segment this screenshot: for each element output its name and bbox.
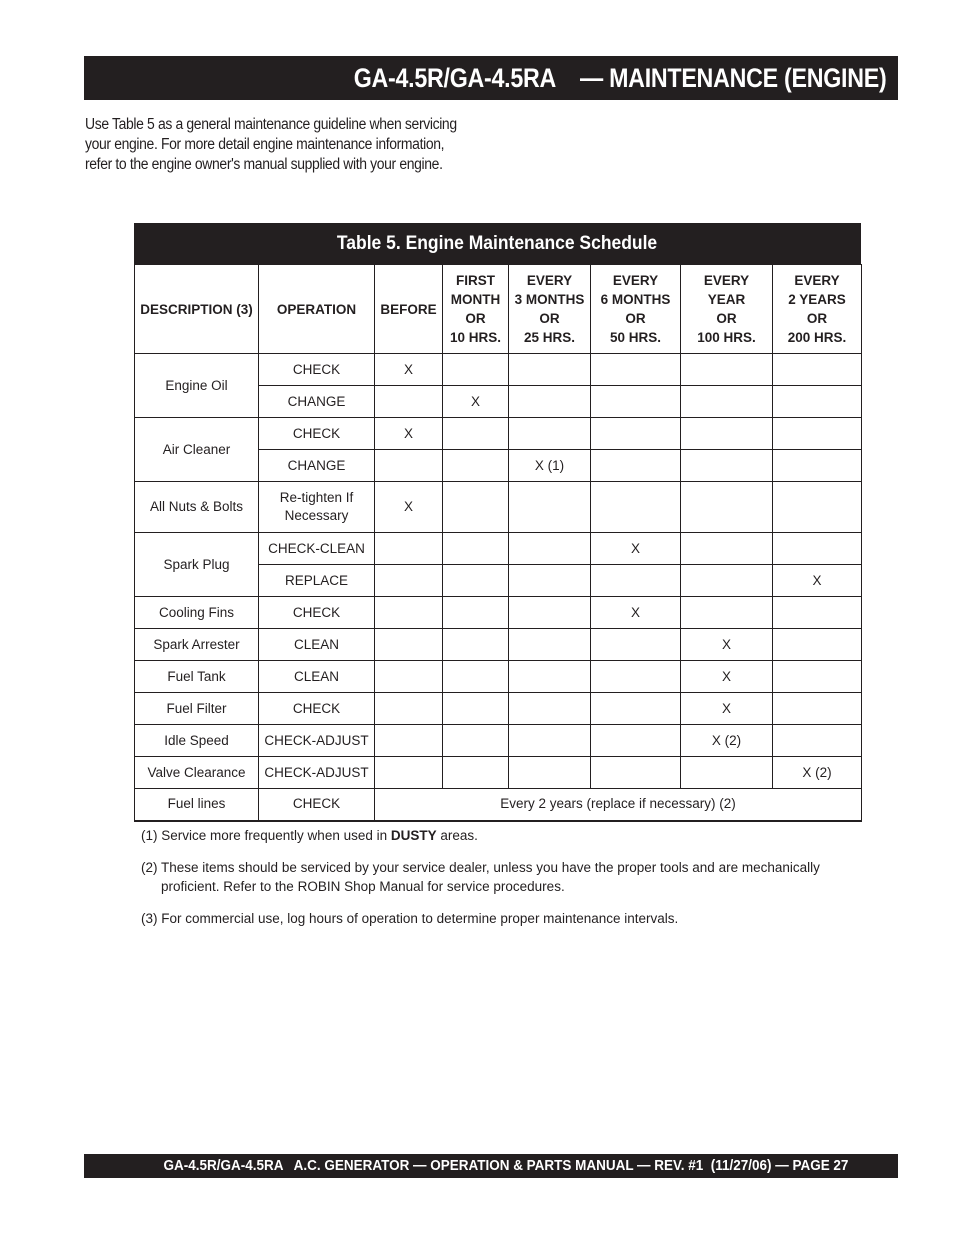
col-header-description: DESCRIPTION (3) xyxy=(135,265,259,354)
table-row xyxy=(135,661,862,693)
table-cell xyxy=(773,597,862,629)
table-row xyxy=(135,354,862,386)
note-1: (1) Service more frequently when used in DUSTY areas. xyxy=(141,828,478,843)
operation-cell: CLEAN xyxy=(259,661,375,693)
table-cell xyxy=(591,693,681,725)
table-cell xyxy=(591,450,681,482)
table-cell xyxy=(375,565,443,597)
col-header-year: EVERY YEAR OR 100 HRS. xyxy=(681,265,773,354)
table-cell xyxy=(681,565,773,597)
table-cell xyxy=(375,725,443,757)
intro-line: your engine. For more detail engine maintenance information, xyxy=(85,136,445,153)
table-cell xyxy=(509,693,591,725)
table-row xyxy=(135,693,862,725)
table-cell: X xyxy=(773,565,862,597)
table-cell xyxy=(681,386,773,418)
col-header-3-months: EVERY 3 MONTHS OR 25 HRS. xyxy=(509,265,591,354)
table-cell xyxy=(591,757,681,789)
table-cell xyxy=(681,418,773,450)
col-header-6-months: EVERY 6 MONTHS OR 50 HRS. xyxy=(591,265,681,354)
table-cell xyxy=(773,661,862,693)
table-cell xyxy=(375,693,443,725)
table-row xyxy=(135,482,862,533)
table-cell xyxy=(509,533,591,565)
table-cell xyxy=(509,629,591,661)
table-cell xyxy=(375,533,443,565)
maintenance-table xyxy=(134,223,861,822)
operation-cell: CHECK xyxy=(259,418,375,450)
table-row xyxy=(135,533,862,565)
table-cell: X xyxy=(375,482,443,533)
table-row xyxy=(135,789,862,821)
table-cell xyxy=(681,482,773,533)
table-cell xyxy=(681,757,773,789)
table-cell xyxy=(681,597,773,629)
operation-cell: Re-tighten If Necessary xyxy=(259,482,375,533)
table-cell xyxy=(443,661,509,693)
table-row xyxy=(135,418,862,450)
page-title-bar xyxy=(84,56,898,100)
col-header-operation: OPERATION xyxy=(259,265,375,354)
table-cell xyxy=(509,418,591,450)
table-cell xyxy=(375,386,443,418)
table-cell xyxy=(773,725,862,757)
description-cell: Spark Arrester xyxy=(135,629,259,661)
table-cell xyxy=(773,629,862,661)
operation-cell: CHECK xyxy=(259,693,375,725)
page-title: GA-4.5R/GA-4.5RA — MAINTENANCE (ENGINE) xyxy=(353,62,886,93)
maintenance-schedule-table xyxy=(134,264,862,822)
footer-text: GA-4.5R/GA-4.5RA A.C. GENERATOR — OPERATION & PARTS MANUAL — REV. #1 (11/27/06) — PAGE 27 xyxy=(163,1158,848,1174)
table-cell xyxy=(773,693,862,725)
table-cell: X xyxy=(375,418,443,450)
description-cell: All Nuts & Bolts xyxy=(135,482,259,533)
operation-cell: CHECK xyxy=(259,597,375,629)
table-row xyxy=(135,629,862,661)
table-cell: X (1) xyxy=(509,450,591,482)
table-cell xyxy=(681,354,773,386)
fuel-lines-span-cell: Every 2 years (replace if necessary) (2) xyxy=(375,789,862,821)
table-cell: X xyxy=(591,597,681,629)
table-cell xyxy=(591,565,681,597)
page-footer xyxy=(84,1154,898,1178)
table-cell xyxy=(443,354,509,386)
table-cell: X xyxy=(375,354,443,386)
description-cell: Idle Speed xyxy=(135,725,259,757)
header-row xyxy=(135,265,862,354)
col-header-first-month: FIRST MONTH OR 10 HRS. xyxy=(443,265,509,354)
table-cell xyxy=(509,757,591,789)
operation-cell: CLEAN xyxy=(259,629,375,661)
operation-cell: CHECK xyxy=(259,789,375,821)
operation-cell: CHANGE xyxy=(259,386,375,418)
table-cell xyxy=(443,450,509,482)
table-cell xyxy=(591,661,681,693)
table-cell xyxy=(443,565,509,597)
operation-cell: CHANGE xyxy=(259,450,375,482)
intro-line: Use Table 5 as a general maintenance guideline when servicing xyxy=(85,116,457,133)
description-cell: Valve Clearance xyxy=(135,757,259,789)
table-cell xyxy=(591,482,681,533)
table-cell xyxy=(591,725,681,757)
table-cell xyxy=(509,661,591,693)
intro-paragraph xyxy=(85,115,508,175)
table-cell xyxy=(443,418,509,450)
col-header-2-years: EVERY 2 YEARS OR 200 HRS. xyxy=(773,265,862,354)
table-cell xyxy=(443,482,509,533)
operation-cell: CHECK-ADJUST xyxy=(259,725,375,757)
intro-line: refer to the engine owner's manual supplied with your engine. xyxy=(85,156,443,173)
description-cell: Spark Plug xyxy=(135,533,259,597)
table-cell xyxy=(443,757,509,789)
table-cell: X xyxy=(681,693,773,725)
table-cell xyxy=(591,354,681,386)
table-cell xyxy=(591,418,681,450)
table-cell xyxy=(681,450,773,482)
table-cell xyxy=(591,386,681,418)
table-cell xyxy=(773,482,862,533)
description-cell: Fuel Filter xyxy=(135,693,259,725)
col-header-before: BEFORE xyxy=(375,265,443,354)
table-cell xyxy=(375,661,443,693)
table-cell xyxy=(443,597,509,629)
table-cell xyxy=(509,354,591,386)
description-cell: Cooling Fins xyxy=(135,597,259,629)
table-cell xyxy=(681,533,773,565)
table-cell xyxy=(443,629,509,661)
table-cell xyxy=(375,450,443,482)
table-cell xyxy=(509,725,591,757)
table-cell xyxy=(375,597,443,629)
table-cell xyxy=(375,757,443,789)
table-cell xyxy=(443,693,509,725)
table-cell xyxy=(591,629,681,661)
table-cell: X (2) xyxy=(773,757,862,789)
operation-cell: CHECK-ADJUST xyxy=(259,757,375,789)
table-cell xyxy=(443,533,509,565)
table-cell xyxy=(773,450,862,482)
operation-cell: CHECK xyxy=(259,354,375,386)
operation-cell: CHECK-CLEAN xyxy=(259,533,375,565)
table-cell xyxy=(509,565,591,597)
table-cell: X xyxy=(443,386,509,418)
note-3: (3) For commercial use, log hours of operation to determine proper maintenance intervals. xyxy=(141,911,679,926)
table-cell xyxy=(509,386,591,418)
description-cell: Fuel Tank xyxy=(135,661,259,693)
table-cell: X xyxy=(681,629,773,661)
table-cell xyxy=(773,354,862,386)
table-cell xyxy=(443,725,509,757)
table-cell xyxy=(773,418,862,450)
table-cell: X xyxy=(681,661,773,693)
table-row xyxy=(135,597,862,629)
table-cell xyxy=(773,386,862,418)
table-cell xyxy=(509,597,591,629)
table-cell xyxy=(375,629,443,661)
note-emphasis: DUSTY xyxy=(390,828,437,843)
table-caption: Table 5. Engine Maintenance Schedule xyxy=(134,223,861,264)
table-cell xyxy=(773,533,862,565)
table-row xyxy=(135,725,862,757)
description-cell: Engine Oil xyxy=(135,354,259,418)
description-cell: Air Cleaner xyxy=(135,418,259,482)
note-2: (2) These items should be serviced by your service dealer, unless you have the proper tools and are mechanically proficient. Refer to the ROBIN Shop Manual for service procedures. xyxy=(141,860,820,894)
table-row xyxy=(135,757,862,789)
table-cell xyxy=(509,482,591,533)
table-cell: X (2) xyxy=(681,725,773,757)
operation-cell: REPLACE xyxy=(259,565,375,597)
table-cell: X xyxy=(591,533,681,565)
description-cell: Fuel lines xyxy=(135,789,259,821)
